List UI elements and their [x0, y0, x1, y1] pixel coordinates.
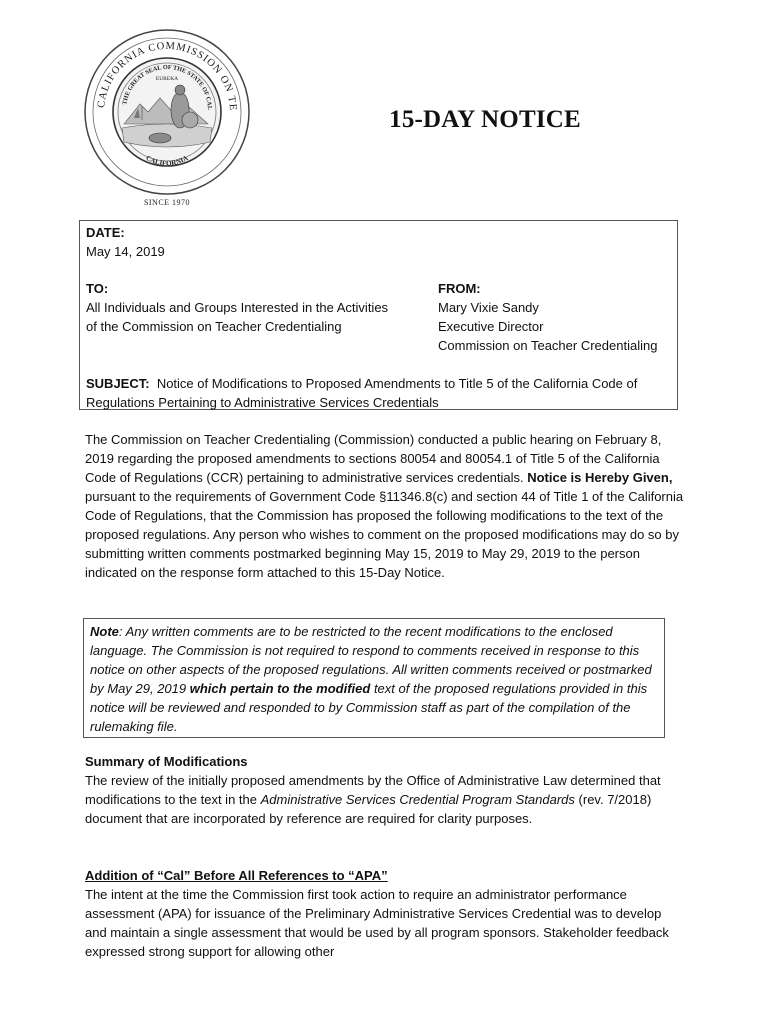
memo-from-block: [438, 279, 678, 355]
seal-graphic: [82, 20, 252, 216]
from-line: Commission on Teacher Credentialing: [438, 338, 658, 353]
summary-text-2: (rev. 7/2018) document that are incorporated by reference are required for clarity purposes.: [85, 792, 652, 826]
seal-motto: EUREKA: [155, 76, 179, 82]
summary-paragraph: [85, 771, 685, 828]
memo-date-block: [86, 223, 165, 261]
to-label: TO:: [86, 281, 109, 296]
note-label: Note: [90, 624, 119, 639]
to-line: of the Commission on Teacher Credentialing: [86, 319, 342, 334]
summary-italic-title: Administrative Services Credential Program Standards: [260, 792, 575, 807]
intro-bold-text: Notice is Hereby Given,: [527, 470, 673, 485]
seal-inner-text: THE GREAT SEAL OF THE STATE OF CAL: [121, 63, 214, 111]
summary-text-1: The review of the initially proposed amendments by the Office of Administrative Law determined that modifications to the text in the: [85, 773, 661, 807]
from-line: Executive Director: [438, 319, 544, 334]
page-title: 15-DAY NOTICE: [389, 106, 581, 133]
memo-subject: [86, 374, 676, 412]
subject-text: Notice of Modifications to Proposed Amendments to Title 5 of the California Code of Regulations Pertaining to Administrative Services Credentials: [86, 376, 638, 410]
commission-seal: [82, 20, 252, 216]
note-text-2: text of the proposed regulations provided in this notice will be reviewed and responded to by Commission staff as part of the compilation of the rulemaking file.: [90, 681, 648, 734]
date-label: DATE:: [86, 225, 125, 240]
note-box: [83, 618, 665, 738]
summary-heading: Summary of Modifications: [85, 754, 248, 769]
intro-text-1: The Commission on Teacher Credentialing (Commission) conducted a public hearing on February 8, 2019 regarding the proposed amendments to sections 80054 and 80054.1 of Title 5 of the California Code of Regulations (CCR) pertaining to administrative services credentials.: [85, 432, 662, 485]
intro-text-2: pursuant to the requirements of Government Code §11346.8(c) and section 44 of Title 1 of the California Code of Regulations, that the Commission has proposed the following modifications to the text of the proposed regulations. Any person who wishes to comment on the proposed modifications may do so by submitting written comments postmarked beginning May 15, 2019 to May 29, 2019 to the person indicated on the response form attached to this 15-Day Notice.: [85, 489, 684, 580]
svg-text:CALIFORNIA: CALIFORNIA: [144, 153, 190, 168]
from-line: Mary Vixie Sandy: [438, 300, 539, 315]
seal-since-text: SINCE 1970: [143, 198, 191, 207]
intro-paragraph: [85, 430, 685, 582]
memo-header-box: [79, 220, 678, 410]
addition-section: [85, 866, 685, 961]
from-label: FROM:: [438, 281, 481, 296]
to-line: All Individuals and Groups Interested in the Activities: [86, 300, 389, 315]
addition-paragraph: The intent at the time the Commission first took action to require an administrator performance assessment (APA) for issuance of the Preliminary Administrative Services Credential was to develop and maintain a single assessment that would be used by all program sponsors. Stakeholder feedback expressed strong support for allowing other: [85, 887, 669, 959]
memo-to-block: [86, 279, 426, 336]
date-value: May 14, 2019: [86, 244, 165, 259]
subject-label: SUBJECT:: [86, 376, 150, 391]
seal-outer-text: CALIFORNIA COMMISSION ON TE: [96, 40, 239, 112]
note-text-1: : Any written comments are to be restricted to the recent modifications to the enclosed language. The Commission is not required to respond to comments received in response to this notice on other aspects of the proposed regulations. All written comments received or postmarked by May 29, 2019: [90, 624, 652, 696]
note-bold-text: which pertain to the modified: [189, 681, 371, 696]
summary-section: [85, 752, 685, 828]
addition-heading: Addition of “Cal” Before All References to “APA”: [85, 868, 388, 883]
